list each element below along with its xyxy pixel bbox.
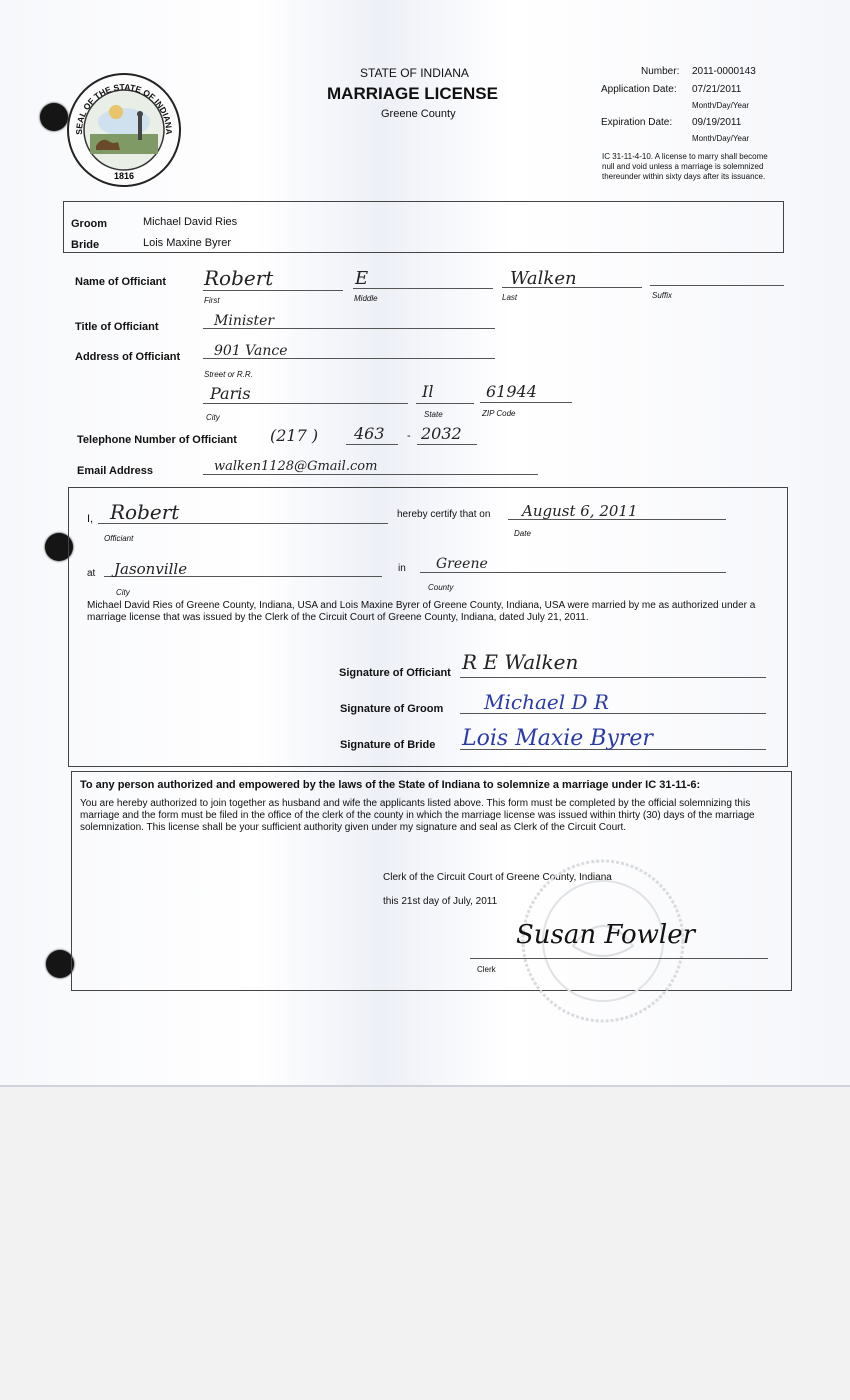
certify-text: hereby certify that on (397, 509, 491, 520)
phone-label: Telephone Number of Officiant (77, 434, 237, 446)
first-name-line (203, 290, 343, 291)
county-cert-line (420, 572, 726, 573)
officiant-zip: 61944 (486, 382, 537, 401)
validity-notice: IC 31-11-4-10. A license to marry shall become null and void unless a marriage is solemnized thereunder within sixty days after its issuance. (602, 152, 768, 181)
phone-dash: - (407, 430, 411, 442)
email-line (203, 474, 538, 475)
officiant-name-label: Name of Officiant (75, 276, 167, 288)
groom-label: Groom (71, 218, 108, 230)
expiration-date-format: Month/Day/Year (692, 134, 750, 143)
marriage-county: Greene (436, 556, 488, 572)
phone-line-line (417, 444, 477, 445)
city-label: City (206, 413, 220, 422)
state-seal-icon (64, 72, 184, 188)
officiant-middle-name: E (355, 268, 369, 289)
zip-label: ZIP Code (482, 409, 516, 418)
bride-signature: Lois Maxie Byrer (462, 726, 653, 751)
officiant-email: walken1128@Gmail.com (214, 459, 378, 474)
officiant-first-name: Robert (204, 266, 274, 290)
issue-day: this 21st day of July, 2011 (383, 896, 498, 907)
officiant-cert-label: Officiant (104, 534, 134, 543)
at-label: at (87, 568, 96, 579)
last-label: Last (502, 293, 518, 302)
authorization-heading: To any person authorized and empowered by the laws of the State of Indiana to solemnize a marriage under IC 31-11-6: (80, 779, 701, 791)
application-date-label: Application Date: (601, 84, 677, 95)
document-title: MARRIAGE LICENSE (327, 84, 498, 103)
authorization-body: You are hereby authorized to join together as husband and wife the applicants listed above. This form must be completed by the official solemnizing this marriage and the form must be filed in the office of the clerk of the county in which the marriage license was issued within thirty (30) days of the marriage solemnization. This license shall be your sufficient authority given under my signature and seal as Clerk of the Circuit Court. (80, 798, 755, 833)
state-label: State (424, 410, 443, 419)
officiant-title-label: Title of Officiant (75, 321, 159, 333)
county-cert-label: County (428, 583, 454, 592)
officiant-address-label: Address of Officiant (75, 351, 181, 363)
officiant-city: Paris (210, 384, 251, 403)
city-cert-label: City (116, 588, 130, 597)
officiant-state: Il (422, 382, 434, 401)
seal-text: SEAL OF THE STATE OF INDIANA (73, 81, 175, 135)
phone-prefix-line (346, 444, 398, 445)
phone-prefix: 463 (354, 424, 385, 443)
officiant-signature-label: Signature of Officiant (339, 667, 451, 679)
date-label: Date (514, 529, 531, 538)
marriage-statement: Michael David Ries of Greene County, Indiana, USA and Lois Maxine Byrer of Greene County, Indiana, USA were married by me as authorized under a marriage license that was issued by the Clerk of the Circuit Court of Greene County, Indiana, dated July 21, 2011. (87, 600, 756, 623)
first-label: First (204, 296, 220, 305)
binder-hole-bottom (46, 950, 74, 978)
phone-area-code: (217 ) (270, 426, 319, 445)
expiration-date-label: Expiration Date: (601, 117, 673, 128)
state-line (416, 403, 474, 404)
clerk-signature: Susan Fowler (516, 920, 696, 950)
officiant-title: Minister (214, 313, 275, 329)
application-date-format: Month/Day/Year (692, 101, 750, 110)
street-label: Street or R.R. (204, 370, 253, 379)
middle-name-line (353, 288, 493, 289)
i-label: I, (87, 513, 94, 525)
officiant-signature-line (460, 677, 766, 678)
bride-signature-label: Signature of Bride (340, 739, 436, 751)
bride-name: Lois Maxine Byrer (143, 237, 232, 249)
state-heading: STATE OF INDIANA (360, 66, 469, 80)
certificate-box (68, 487, 788, 767)
groom-signature: Michael D R (484, 690, 609, 714)
marriage-date: August 6, 2011 (522, 502, 638, 520)
clerk-label: Clerk (477, 965, 496, 974)
groom-signature-label: Signature of Groom (340, 703, 444, 715)
number-label: Number: (641, 66, 680, 77)
groom-name: Michael David Ries (143, 216, 238, 228)
expiration-date: 09/19/2011 (692, 117, 742, 128)
middle-label: Middle (354, 294, 378, 303)
suffix-label: Suffix (652, 291, 673, 300)
application-date: 07/21/2011 (692, 84, 742, 95)
county-heading: Greene County (381, 108, 456, 120)
zip-line (480, 402, 572, 403)
officiant-last-name: Walken (510, 268, 577, 289)
seal-year: 1816 (113, 171, 135, 181)
clerk-of-court: Clerk of the Circuit Court of Greene County, Indiana (383, 872, 612, 883)
city-line (203, 403, 408, 404)
clerk-signature-line (470, 958, 768, 959)
license-number: 2011-0000143 (692, 66, 756, 77)
officiant-cert-signature: Robert (110, 500, 180, 524)
officiant-signature: R E Walken (462, 650, 579, 674)
marriage-city: Jasonville (114, 560, 188, 578)
in-label: in (398, 563, 406, 574)
officiant-street: 901 Vance (214, 343, 288, 359)
bride-label: Bride (71, 239, 100, 251)
email-label: Email Address (77, 465, 154, 477)
phone-line-number: 2032 (421, 424, 462, 443)
suffix-line (650, 285, 784, 286)
